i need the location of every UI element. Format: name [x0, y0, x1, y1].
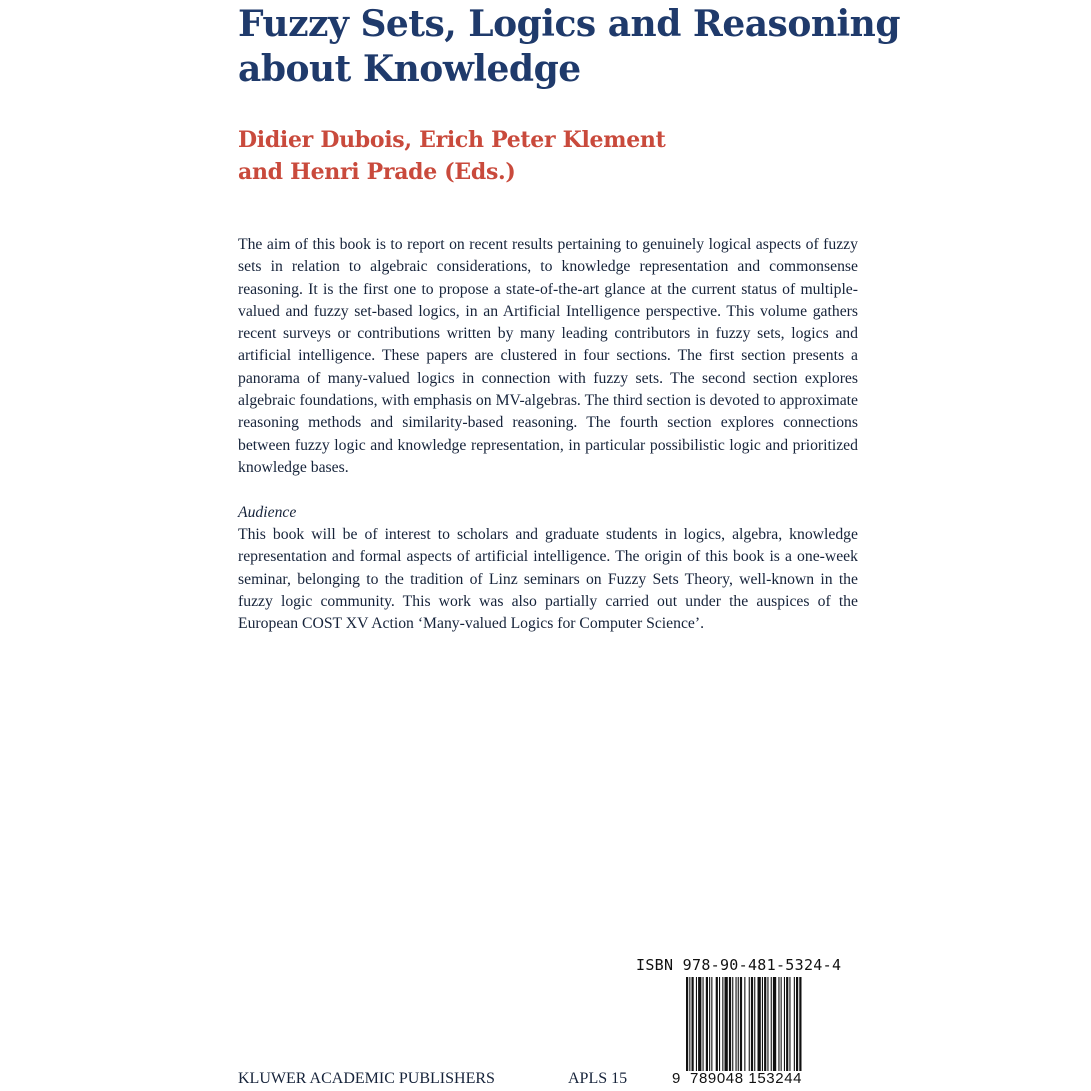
barcode-bar [767, 977, 768, 1071]
barcode-bar [738, 977, 739, 1071]
book-title [238, 2, 901, 92]
barcode-bar [758, 977, 761, 1071]
editors-line-2: and Henri Prade (Eds.) [238, 159, 516, 185]
barcode-number: 789048 153244 [690, 1070, 803, 1087]
barcode-first-digit: 9 [672, 1070, 681, 1087]
barcode-bar [740, 977, 742, 1071]
barcode-bar [786, 977, 788, 1071]
isbn-label: ISBN 978-90-481-5324-4 [636, 956, 842, 974]
barcode-bar [789, 977, 790, 1071]
barcode-bar [771, 977, 772, 1071]
editors [238, 124, 738, 188]
audience-paragraph: This book will be of interest to scholars and graduate students in logics, algebra, knowledge representation and formal aspects of artificial intelligence. The origin of this book is a one-week seminar, belonging to the tradition of Linz seminars on Fuzzy Sets Theory, well-known in the fuzzy logic community. This work was also partially carried out under the auspices of the European COST XV Action ‘Many-valued Logics for Computer Science’. [238, 526, 858, 633]
barcode-bar [711, 977, 712, 1071]
barcode-bar [716, 977, 718, 1071]
barcode-bar [744, 977, 745, 1071]
abstract-paragraph: The aim of this book is to report on recent results pertaining to genuinely logical aspects of fuzzy sets in relation to algebraic considerations, to knowledge representation and commonsense reasoning. It is the first one to propose a state-of-the-art glance at the current status of multiple-valued and fuzzy set-based logics, in an Artificial Intelligence perspective. This volume gathers recent surveys or contributions written by many leading contributors in fuzzy sets, logics and artificial intelligence. These papers are clustered in four sections. The first section presents a panorama of many-valued logics in connection with fuzzy sets. The second section explores algebraic foundations, with emphasis on MV-algebras. The third section is devoted to approximate reasoning methods and similarity-based reasoning. The fourth section explores connections between fuzzy logic and knowledge representation, in particular possibilistic logic and prioritized knowledge bases. [238, 236, 858, 476]
series-code: APLS 15 [568, 1070, 628, 1087]
barcode-bar [698, 977, 701, 1071]
book-title-line-1: Fuzzy Sets, Logics and Reasoning [238, 3, 901, 45]
audience-heading: Audience [238, 504, 297, 521]
barcode-bar [794, 977, 795, 1071]
editors-line-1: Didier Dubois, Erich Peter Klement [238, 127, 666, 153]
barcode-bar [778, 977, 779, 1071]
barcode-bar [773, 977, 776, 1071]
publisher-name: KLUWER ACADEMIC PUBLISHERS [238, 1070, 495, 1087]
barcode-bar [736, 977, 737, 1071]
barcode-bar [719, 977, 720, 1071]
barcode-bar [703, 977, 704, 1071]
barcode-bar [722, 977, 723, 1071]
barcode-bar [751, 977, 753, 1071]
barcode-bar [781, 977, 782, 1071]
barcode-bar [696, 977, 697, 1071]
barcode-bar [689, 977, 690, 1071]
barcode-bar [686, 977, 688, 1071]
barcode-bar [784, 977, 785, 1071]
barcode-bar [796, 977, 798, 1071]
barcode-bar [754, 977, 755, 1071]
barcode-bar [692, 977, 694, 1071]
barcode-bar [762, 977, 763, 1071]
barcode-bar [749, 977, 750, 1071]
barcode-bar [729, 977, 731, 1071]
book-title-line-2: about Knowledge [238, 48, 581, 90]
barcode-bar [725, 977, 728, 1071]
barcode-bar [706, 977, 708, 1071]
barcode-bar [799, 977, 801, 1071]
barcode [686, 977, 822, 1071]
barcode-bar [709, 977, 710, 1071]
barcode-bar [732, 977, 733, 1071]
barcode-bar [764, 977, 766, 1071]
